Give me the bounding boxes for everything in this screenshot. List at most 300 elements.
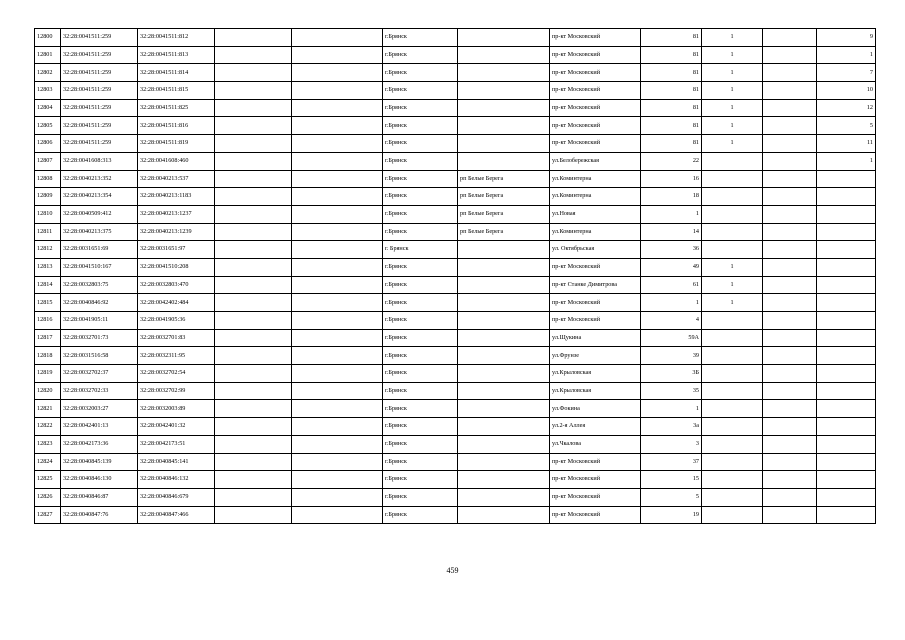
table-cell: 32:28:0040213:1183: [138, 188, 215, 206]
table-cell: [763, 170, 817, 188]
table-cell: г.Брянск: [383, 205, 458, 223]
table-cell: 32:28:0031651:97: [138, 241, 215, 259]
table-cell: 12801: [35, 46, 61, 64]
table-body: [35, 29, 876, 524]
table-cell: 32:28:0041510:167: [61, 258, 138, 276]
table-cell: г.Брянск: [383, 46, 458, 64]
table-cell: 3: [641, 435, 702, 453]
table-row: [35, 258, 876, 276]
table-cell: 32:28:0040846:130: [61, 471, 138, 489]
table-cell: ул. Октябрьская: [550, 241, 641, 259]
table-cell: г.Брянск: [383, 117, 458, 135]
table-cell: 5: [817, 117, 876, 135]
table-cell: 12820: [35, 382, 61, 400]
table-cell: [215, 506, 292, 524]
table-cell: пр-кт Московский: [550, 135, 641, 153]
table-cell: 22: [641, 152, 702, 170]
table-cell: [763, 135, 817, 153]
table-row: [35, 294, 876, 312]
table-cell: [702, 347, 763, 365]
table-cell: г. Брянск: [383, 241, 458, 259]
table-row: [35, 276, 876, 294]
table-cell: г.Брянск: [383, 329, 458, 347]
table-cell: [458, 99, 550, 117]
table-cell: 81: [641, 29, 702, 47]
table-cell: [763, 312, 817, 330]
table-cell: [763, 347, 817, 365]
table-cell: [702, 471, 763, 489]
table-cell: 32:28:0041511:259: [61, 135, 138, 153]
table-cell: [458, 312, 550, 330]
table-cell: 81: [641, 99, 702, 117]
table-cell: [763, 205, 817, 223]
table-cell: 32:28:0032803:470: [138, 276, 215, 294]
table-cell: [817, 276, 876, 294]
table-cell: [458, 435, 550, 453]
table-row: [35, 365, 876, 383]
table-row: [35, 400, 876, 418]
table-cell: [702, 453, 763, 471]
table-cell: [817, 170, 876, 188]
table-cell: [292, 223, 383, 241]
table-cell: [702, 152, 763, 170]
table-cell: [458, 117, 550, 135]
table-cell: г.Брянск: [383, 347, 458, 365]
table-cell: [458, 241, 550, 259]
table-cell: 81: [641, 82, 702, 100]
table-cell: г.Брянск: [383, 135, 458, 153]
table-cell: [292, 312, 383, 330]
table-cell: г.Брянск: [383, 471, 458, 489]
table-cell: г.Брянск: [383, 29, 458, 47]
table-cell: 32:28:0041511:259: [61, 82, 138, 100]
table-cell: 32:28:0041511:814: [138, 64, 215, 82]
table-cell: 12815: [35, 294, 61, 312]
table-cell: [292, 188, 383, 206]
table-cell: [763, 400, 817, 418]
table-cell: 32:28:0042401:13: [61, 418, 138, 436]
table-row: [35, 241, 876, 259]
table-cell: [215, 488, 292, 506]
table-cell: [763, 99, 817, 117]
table-cell: 32:28:0040213:352: [61, 170, 138, 188]
table-cell: 3Б: [641, 365, 702, 383]
table-cell: 12: [817, 99, 876, 117]
table-cell: [215, 365, 292, 383]
table-row: [35, 347, 876, 365]
table-cell: [292, 170, 383, 188]
table-cell: 32:28:0040846:92: [61, 294, 138, 312]
table-row: [35, 117, 876, 135]
table-cell: [763, 365, 817, 383]
table-cell: [817, 365, 876, 383]
table-cell: 32:28:0032003:27: [61, 400, 138, 418]
table-cell: пр-кт Московский: [550, 46, 641, 64]
table-cell: 32:28:0041510:208: [138, 258, 215, 276]
table-cell: [458, 294, 550, 312]
table-cell: ул.2-я Аллея: [550, 418, 641, 436]
table-cell: [215, 223, 292, 241]
table-cell: 61: [641, 276, 702, 294]
table-cell: [292, 400, 383, 418]
table-cell: 19: [641, 506, 702, 524]
table-cell: [702, 435, 763, 453]
table-cell: [215, 471, 292, 489]
table-cell: [215, 453, 292, 471]
table-cell: [215, 347, 292, 365]
table-cell: [292, 82, 383, 100]
table-cell: г.Брянск: [383, 64, 458, 82]
table-cell: ул.Крыловская: [550, 365, 641, 383]
table-cell: 12825: [35, 471, 61, 489]
table-cell: [702, 488, 763, 506]
table-cell: [817, 258, 876, 276]
table-cell: 32:28:0041905:36: [138, 312, 215, 330]
table-cell: [458, 453, 550, 471]
table-cell: [817, 506, 876, 524]
table-cell: 1: [702, 135, 763, 153]
table-cell: [458, 382, 550, 400]
table-cell: 35: [641, 382, 702, 400]
table-cell: 32:28:0031651:69: [61, 241, 138, 259]
table-cell: г.Брянск: [383, 400, 458, 418]
table-cell: [292, 347, 383, 365]
table-cell: 12802: [35, 64, 61, 82]
table-cell: [763, 471, 817, 489]
table-cell: 32:28:0041511:813: [138, 46, 215, 64]
table-cell: [292, 365, 383, 383]
table-cell: 1: [817, 46, 876, 64]
table-cell: ул.Щукина: [550, 329, 641, 347]
table-cell: 32:28:0041511:816: [138, 117, 215, 135]
table-cell: 32:28:0041511:819: [138, 135, 215, 153]
table-cell: [702, 329, 763, 347]
table-cell: 14: [641, 223, 702, 241]
table-cell: пр-кт Московский: [550, 64, 641, 82]
table-row: [35, 488, 876, 506]
table-cell: 32:28:0040847:76: [61, 506, 138, 524]
table-cell: рп Белые Берега: [458, 223, 550, 241]
table-cell: [458, 400, 550, 418]
table-cell: 12806: [35, 135, 61, 153]
table-cell: г.Брянск: [383, 382, 458, 400]
table-cell: [702, 205, 763, 223]
table-cell: [702, 382, 763, 400]
table-cell: [215, 418, 292, 436]
table-cell: 32:28:0040213:375: [61, 223, 138, 241]
table-cell: [458, 329, 550, 347]
table-cell: г.Брянск: [383, 365, 458, 383]
table-cell: 12800: [35, 29, 61, 47]
table-cell: пр-кт Московский: [550, 506, 641, 524]
table-cell: г.Брянск: [383, 506, 458, 524]
table-cell: [763, 223, 817, 241]
table-cell: [763, 241, 817, 259]
table-cell: [215, 382, 292, 400]
table-cell: [458, 471, 550, 489]
table-cell: [763, 46, 817, 64]
table-cell: [292, 506, 383, 524]
table-cell: [817, 241, 876, 259]
table-cell: г.Брянск: [383, 223, 458, 241]
table-cell: 12810: [35, 205, 61, 223]
table-cell: 32:28:0041511:825: [138, 99, 215, 117]
table-cell: 32:28:0032311:95: [138, 347, 215, 365]
table-cell: [702, 188, 763, 206]
table-cell: [817, 418, 876, 436]
table-cell: [215, 152, 292, 170]
table-cell: [817, 488, 876, 506]
table-row: [35, 135, 876, 153]
table-cell: г.Брянск: [383, 152, 458, 170]
table-cell: [292, 46, 383, 64]
table-cell: 5: [641, 488, 702, 506]
table-cell: 1: [702, 64, 763, 82]
table-cell: ул.Новая: [550, 205, 641, 223]
table-cell: [763, 117, 817, 135]
table-cell: [763, 276, 817, 294]
table-cell: [215, 99, 292, 117]
table-cell: [763, 188, 817, 206]
table-cell: [817, 382, 876, 400]
table-cell: [458, 488, 550, 506]
table-cell: [292, 99, 383, 117]
table-cell: 12818: [35, 347, 61, 365]
table-cell: [215, 276, 292, 294]
table-cell: [817, 312, 876, 330]
table-cell: г.Брянск: [383, 294, 458, 312]
table-cell: 32:28:0032702:54: [138, 365, 215, 383]
registry-table: [34, 28, 876, 524]
table-cell: 1: [702, 294, 763, 312]
table-row: [35, 46, 876, 64]
table-cell: 12805: [35, 117, 61, 135]
table-cell: 1: [702, 29, 763, 47]
table-cell: 12816: [35, 312, 61, 330]
table-cell: пр-кт Московский: [550, 117, 641, 135]
table-row: [35, 471, 876, 489]
table-cell: [702, 400, 763, 418]
table-cell: ул.Чкалова: [550, 435, 641, 453]
table-cell: [215, 82, 292, 100]
table-cell: 32:28:0042173:36: [61, 435, 138, 453]
table-cell: ул.Коминтерна: [550, 170, 641, 188]
table-cell: [817, 400, 876, 418]
table-row: [35, 29, 876, 47]
table-cell: [292, 117, 383, 135]
table-row: [35, 418, 876, 436]
table-cell: [763, 152, 817, 170]
table-cell: 36: [641, 241, 702, 259]
table-cell: 32:28:0041511:815: [138, 82, 215, 100]
table-cell: [817, 329, 876, 347]
table-cell: [215, 29, 292, 47]
table-cell: 12819: [35, 365, 61, 383]
table-cell: 12822: [35, 418, 61, 436]
table-cell: 81: [641, 46, 702, 64]
table-cell: пр-кт Московский: [550, 312, 641, 330]
table-cell: рп Белые Берега: [458, 170, 550, 188]
table-cell: ул.Фрунзе: [550, 347, 641, 365]
table-cell: [817, 347, 876, 365]
table-cell: [702, 241, 763, 259]
table-cell: 39: [641, 347, 702, 365]
table-cell: г.Брянск: [383, 418, 458, 436]
table-cell: [817, 453, 876, 471]
table-cell: 4: [641, 312, 702, 330]
table-cell: 12808: [35, 170, 61, 188]
table-cell: 37: [641, 453, 702, 471]
table-cell: [292, 135, 383, 153]
table-cell: [292, 453, 383, 471]
table-cell: [458, 46, 550, 64]
table-cell: [215, 400, 292, 418]
table-cell: [817, 471, 876, 489]
table-cell: 32:28:0040846:679: [138, 488, 215, 506]
table-cell: [215, 294, 292, 312]
table-cell: 59А: [641, 329, 702, 347]
table-cell: 32:28:0041511:259: [61, 46, 138, 64]
table-cell: [292, 471, 383, 489]
table-cell: 32:28:0041511:259: [61, 64, 138, 82]
table-row: [35, 382, 876, 400]
table-row: [35, 223, 876, 241]
table-cell: 12823: [35, 435, 61, 453]
table-cell: г.Брянск: [383, 276, 458, 294]
table-cell: ул.Коминтерна: [550, 188, 641, 206]
table-cell: [215, 117, 292, 135]
table-cell: 1: [641, 205, 702, 223]
table-cell: г.Брянск: [383, 99, 458, 117]
table-cell: 1: [817, 152, 876, 170]
table-cell: [458, 418, 550, 436]
table-cell: [458, 152, 550, 170]
table-cell: 1: [641, 400, 702, 418]
table-cell: 12817: [35, 329, 61, 347]
table-cell: [215, 241, 292, 259]
table-cell: 32:28:0040213:1239: [138, 223, 215, 241]
table-cell: [215, 258, 292, 276]
table-cell: 12813: [35, 258, 61, 276]
table-cell: пр-кт Московский: [550, 82, 641, 100]
table-cell: [215, 329, 292, 347]
table-cell: 32:28:0041608:313: [61, 152, 138, 170]
table-cell: 81: [641, 64, 702, 82]
table-cell: ул.Коминтерна: [550, 223, 641, 241]
table-row: [35, 506, 876, 524]
table-cell: рп Белые Берега: [458, 205, 550, 223]
table-cell: 32:28:0042173:51: [138, 435, 215, 453]
table-cell: 18: [641, 188, 702, 206]
table-cell: [458, 64, 550, 82]
table-cell: 15: [641, 471, 702, 489]
table-cell: [215, 64, 292, 82]
table-row: [35, 453, 876, 471]
table-cell: [215, 135, 292, 153]
table-cell: 1: [702, 82, 763, 100]
table-cell: [458, 82, 550, 100]
table-cell: 1: [702, 258, 763, 276]
table-cell: 12807: [35, 152, 61, 170]
table-cell: ул.Крыловская: [550, 382, 641, 400]
table-cell: рп Белые Берега: [458, 188, 550, 206]
table-row: [35, 64, 876, 82]
table-cell: г.Брянск: [383, 258, 458, 276]
table-cell: 32:28:0032701:83: [138, 329, 215, 347]
table-cell: [292, 382, 383, 400]
table-cell: 32:28:0040845:139: [61, 453, 138, 471]
table-cell: 32:28:0032702:37: [61, 365, 138, 383]
table-cell: [215, 312, 292, 330]
table-cell: 32:28:0042402:484: [138, 294, 215, 312]
table-cell: 32:28:0040509:412: [61, 205, 138, 223]
table-cell: 32:28:0032702:99: [138, 382, 215, 400]
table-cell: [292, 152, 383, 170]
table-cell: [763, 82, 817, 100]
table-cell: [215, 188, 292, 206]
table-row: [35, 205, 876, 223]
table-cell: 12812: [35, 241, 61, 259]
table-cell: [215, 205, 292, 223]
table-cell: [292, 276, 383, 294]
table-row: [35, 152, 876, 170]
table-cell: 32:28:0042401:32: [138, 418, 215, 436]
table-cell: [458, 276, 550, 294]
table-cell: пр-кт Московский: [550, 453, 641, 471]
table-cell: 32:28:0040213:354: [61, 188, 138, 206]
table-cell: 1: [702, 99, 763, 117]
table-cell: [292, 294, 383, 312]
table-cell: г.Брянск: [383, 170, 458, 188]
table-cell: [292, 488, 383, 506]
table-cell: 1: [702, 276, 763, 294]
table-cell: 1: [702, 46, 763, 64]
table-cell: 12826: [35, 488, 61, 506]
table-row: [35, 82, 876, 100]
table-cell: [292, 29, 383, 47]
table-cell: 49: [641, 258, 702, 276]
table-cell: [763, 488, 817, 506]
table-cell: [763, 418, 817, 436]
table-cell: [763, 435, 817, 453]
table-cell: [763, 29, 817, 47]
table-row: [35, 312, 876, 330]
table-cell: пр-кт Московский: [550, 294, 641, 312]
table-cell: 32:28:0040845:141: [138, 453, 215, 471]
table-cell: [458, 258, 550, 276]
table-cell: [702, 312, 763, 330]
table-cell: [215, 46, 292, 64]
table-cell: ул.Белобережская: [550, 152, 641, 170]
table-cell: [763, 382, 817, 400]
table-cell: 32:28:0041511:259: [61, 99, 138, 117]
table-cell: [458, 29, 550, 47]
table-cell: 32:28:0032803:75: [61, 276, 138, 294]
table-cell: [458, 506, 550, 524]
table-cell: 12824: [35, 453, 61, 471]
table-cell: г.Брянск: [383, 188, 458, 206]
table-cell: 32:28:0041608:460: [138, 152, 215, 170]
table-cell: [763, 506, 817, 524]
table-cell: 1: [641, 294, 702, 312]
table-cell: [817, 294, 876, 312]
table-cell: г.Брянск: [383, 435, 458, 453]
table-cell: [763, 294, 817, 312]
table-row: [35, 188, 876, 206]
table-cell: [215, 435, 292, 453]
table-cell: пр-кт Московский: [550, 471, 641, 489]
table-row: [35, 329, 876, 347]
